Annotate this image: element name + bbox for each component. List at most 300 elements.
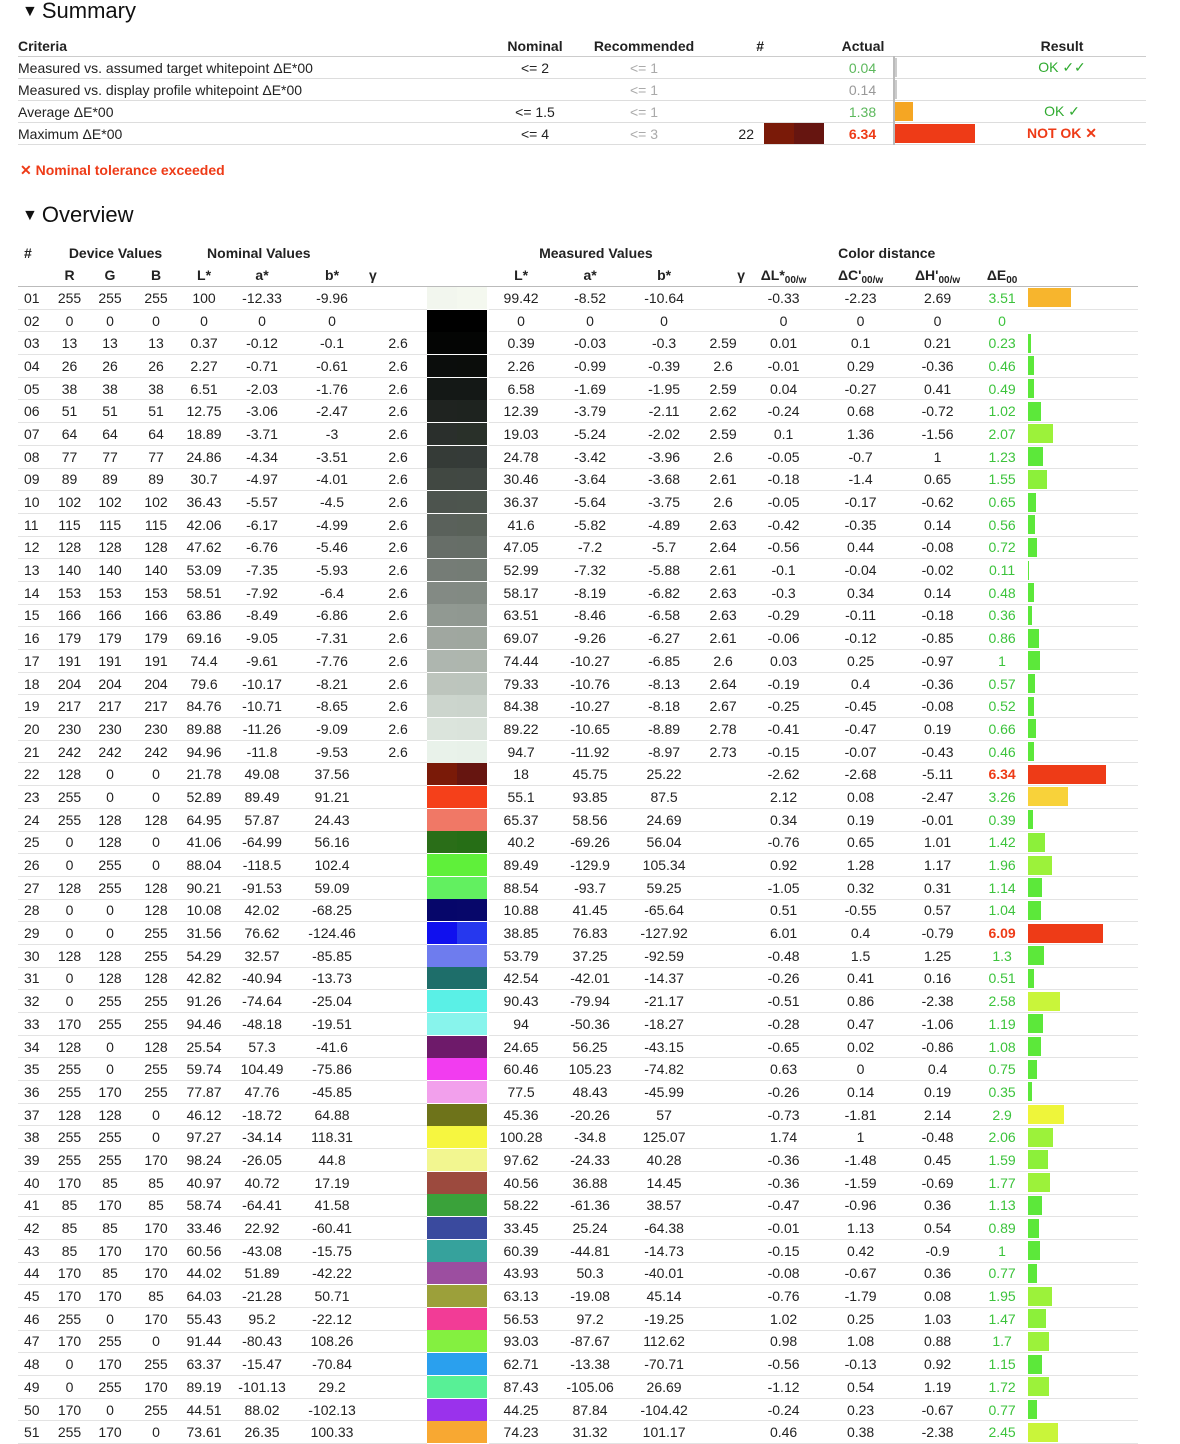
nominal-a: 95.2 bbox=[229, 1307, 295, 1330]
measured-a: 97.2 bbox=[553, 1307, 627, 1330]
delta-h: 1.03 bbox=[899, 1307, 976, 1330]
nominal-l: 94.46 bbox=[179, 1013, 229, 1036]
device-g: 242 bbox=[87, 740, 133, 763]
patch-id: 01 bbox=[18, 287, 52, 310]
overview-row bbox=[18, 831, 1146, 854]
device-b: 0 bbox=[133, 1421, 179, 1444]
delta-l: 0.01 bbox=[745, 332, 822, 355]
device-b: 255 bbox=[133, 922, 179, 945]
delta-l: -0.47 bbox=[745, 1194, 822, 1217]
nominal-b: -85.85 bbox=[295, 944, 369, 967]
patch-id: 15 bbox=[18, 604, 52, 627]
device-g: 128 bbox=[87, 1103, 133, 1126]
measured-b: 57 bbox=[627, 1103, 701, 1126]
device-g: 89 bbox=[87, 468, 133, 491]
delta-e: 0.72 bbox=[976, 536, 1028, 559]
overview-row bbox=[18, 899, 1146, 922]
delta-l: 0.03 bbox=[745, 650, 822, 673]
delta-h: 0.4 bbox=[899, 1058, 976, 1081]
delta-c: 0.02 bbox=[822, 1035, 899, 1058]
nominal-value: <= 1.5 bbox=[490, 101, 580, 123]
nominal-a: 57.87 bbox=[229, 808, 295, 831]
delta-e-bar bbox=[1028, 377, 1138, 400]
delta-c: 0.47 bbox=[822, 1013, 899, 1036]
criteria-label: Average ΔE*00 bbox=[18, 101, 490, 123]
delta-l: -0.33 bbox=[745, 287, 822, 310]
nominal-gamma bbox=[369, 1035, 427, 1058]
nominal-b: 56.16 bbox=[295, 831, 369, 854]
device-b: 179 bbox=[133, 627, 179, 650]
overview-row bbox=[18, 1013, 1146, 1036]
patch-id: 47 bbox=[18, 1330, 52, 1353]
nominal-l: 53.09 bbox=[179, 559, 229, 582]
delta-c: 0.25 bbox=[822, 650, 899, 673]
delta-l: -0.36 bbox=[745, 1171, 822, 1194]
measured-l: 0 bbox=[489, 309, 553, 332]
nominal-b: -6.86 bbox=[295, 604, 369, 627]
color-swatch bbox=[427, 695, 489, 718]
delta-e-bar bbox=[1028, 1307, 1138, 1330]
color-swatch bbox=[427, 445, 489, 468]
delta-e-bar bbox=[1028, 1239, 1138, 1262]
patch-id: 30 bbox=[18, 944, 52, 967]
nominal-b: -15.75 bbox=[295, 1239, 369, 1262]
device-r: 170 bbox=[52, 1013, 87, 1036]
measured-b: 105.34 bbox=[627, 854, 701, 877]
device-g: 170 bbox=[87, 1194, 133, 1217]
delta-h: 0.36 bbox=[899, 1194, 976, 1217]
device-b: 85 bbox=[133, 1285, 179, 1308]
nominal-b: 0 bbox=[295, 309, 369, 332]
measured-a: -61.36 bbox=[553, 1194, 627, 1217]
delta-c: -0.11 bbox=[822, 604, 899, 627]
nominal-b: 24.43 bbox=[295, 808, 369, 831]
color-swatch bbox=[427, 513, 489, 536]
measured-a: -7.2 bbox=[553, 536, 627, 559]
color-swatch bbox=[427, 627, 489, 650]
device-g: 170 bbox=[87, 1421, 133, 1444]
measured-a: -3.42 bbox=[553, 445, 627, 468]
delta-h: -0.62 bbox=[899, 491, 976, 514]
measured-l: 52.99 bbox=[489, 559, 553, 582]
overview-row bbox=[18, 377, 1146, 400]
delta-e-bar bbox=[1028, 1103, 1138, 1126]
delta-h: -1.06 bbox=[899, 1013, 976, 1036]
delta-h: 1.19 bbox=[899, 1376, 976, 1399]
measured-l: 47.05 bbox=[489, 536, 553, 559]
patch-number bbox=[708, 79, 764, 101]
patch-number bbox=[708, 57, 764, 79]
measured-l: 36.37 bbox=[489, 491, 553, 514]
measured-a: -8.46 bbox=[553, 604, 627, 627]
nominal-gamma: 2.6 bbox=[369, 491, 427, 514]
measured-a: 0 bbox=[553, 309, 627, 332]
device-b: 0 bbox=[133, 763, 179, 786]
device-g: 0 bbox=[87, 1307, 133, 1330]
nominal-b: 64.88 bbox=[295, 1103, 369, 1126]
nominal-gamma: 2.6 bbox=[369, 377, 427, 400]
device-r: 255 bbox=[52, 808, 87, 831]
delta-h: -0.18 bbox=[899, 604, 976, 627]
measured-gamma bbox=[701, 990, 745, 1013]
overview-row bbox=[18, 604, 1146, 627]
nominal-b: -9.09 bbox=[295, 718, 369, 741]
device-b: 89 bbox=[133, 468, 179, 491]
delta-l: -0.18 bbox=[745, 468, 822, 491]
delta-l: -0.28 bbox=[745, 1013, 822, 1036]
color-swatch bbox=[427, 650, 489, 673]
nominal-b: -60.41 bbox=[295, 1217, 369, 1240]
overview-row bbox=[18, 627, 1146, 650]
overview-row bbox=[18, 922, 1146, 945]
recommended-value: <= 1 bbox=[580, 57, 708, 79]
device-b: 0 bbox=[133, 786, 179, 809]
device-r: 255 bbox=[52, 1126, 87, 1149]
delta-e: 1.72 bbox=[976, 1376, 1028, 1399]
measured-l: 89.22 bbox=[489, 718, 553, 741]
nominal-l: 100 bbox=[179, 287, 229, 310]
delta-e-bar bbox=[1028, 1058, 1138, 1081]
patch-number: 22 bbox=[708, 123, 764, 145]
nominal-a: -80.43 bbox=[229, 1330, 295, 1353]
delta-l: -0.19 bbox=[745, 672, 822, 695]
measured-gamma bbox=[701, 944, 745, 967]
nominal-l: 64.95 bbox=[179, 808, 229, 831]
delta-e-bar bbox=[1028, 1376, 1138, 1399]
delta-e-bar bbox=[1028, 491, 1138, 514]
nominal-l: 44.02 bbox=[179, 1262, 229, 1285]
delta-e-bar bbox=[1028, 944, 1138, 967]
measured-a: 105.23 bbox=[553, 1058, 627, 1081]
device-g: 38 bbox=[87, 377, 133, 400]
measured-gamma: 2.63 bbox=[701, 604, 745, 627]
device-b: 166 bbox=[133, 604, 179, 627]
measured-gamma: 2.61 bbox=[701, 627, 745, 650]
delta-h: -0.79 bbox=[899, 922, 976, 945]
overview-row bbox=[18, 355, 1146, 378]
patch-id: 46 bbox=[18, 1307, 52, 1330]
color-swatch bbox=[427, 287, 489, 310]
nominal-gamma bbox=[369, 831, 427, 854]
nominal-gamma bbox=[369, 899, 427, 922]
measured-gamma bbox=[701, 1398, 745, 1421]
measured-a: -8.19 bbox=[553, 581, 627, 604]
overview-row bbox=[18, 445, 1146, 468]
delta-c: 0.19 bbox=[822, 808, 899, 831]
delta-e: 0.77 bbox=[976, 1398, 1028, 1421]
patch-id: 17 bbox=[18, 650, 52, 673]
collapse-triangle-icon[interactable]: ▼ bbox=[22, 207, 38, 224]
device-b: 140 bbox=[133, 559, 179, 582]
measured-a: 87.84 bbox=[553, 1398, 627, 1421]
nominal-a: 47.76 bbox=[229, 1081, 295, 1104]
measured-b: -45.99 bbox=[627, 1081, 701, 1104]
delta-l: -0.29 bbox=[745, 604, 822, 627]
device-r: 128 bbox=[52, 876, 87, 899]
nominal-gamma bbox=[369, 1217, 427, 1240]
delta-h: -0.72 bbox=[899, 400, 976, 423]
delta-e: 0.56 bbox=[976, 513, 1028, 536]
actual-bar bbox=[894, 101, 978, 123]
delta-h: 0.14 bbox=[899, 513, 976, 536]
measured-gamma bbox=[701, 1149, 745, 1172]
delta-e: 1 bbox=[976, 650, 1028, 673]
measured-b: 14.45 bbox=[627, 1171, 701, 1194]
measured-l: 33.45 bbox=[489, 1217, 553, 1240]
nominal-b: 108.26 bbox=[295, 1330, 369, 1353]
device-g: 77 bbox=[87, 445, 133, 468]
nominal-l: 55.43 bbox=[179, 1307, 229, 1330]
color-swatch bbox=[427, 355, 489, 378]
nominal-l: 91.26 bbox=[179, 990, 229, 1013]
nominal-gamma: 2.6 bbox=[369, 513, 427, 536]
overview-heading[interactable] bbox=[22, 202, 134, 228]
delta-h: -0.08 bbox=[899, 536, 976, 559]
delta-e-bar bbox=[1028, 718, 1138, 741]
delta-l: 0.63 bbox=[745, 1058, 822, 1081]
delta-c: -0.27 bbox=[822, 377, 899, 400]
delta-c: 1.36 bbox=[822, 423, 899, 446]
overview-row bbox=[18, 513, 1146, 536]
nominal-gamma: 2.6 bbox=[369, 468, 427, 491]
overview-row bbox=[18, 491, 1146, 514]
nominal-l: 73.61 bbox=[179, 1421, 229, 1444]
measured-b: -21.17 bbox=[627, 990, 701, 1013]
patch-id: 32 bbox=[18, 990, 52, 1013]
nominal-b: -3.51 bbox=[295, 445, 369, 468]
device-b: 85 bbox=[133, 1171, 179, 1194]
measured-a: -0.03 bbox=[553, 332, 627, 355]
nominal-gamma bbox=[369, 786, 427, 809]
device-g: 255 bbox=[87, 1149, 133, 1172]
measured-gamma: 2.78 bbox=[701, 718, 745, 741]
color-swatch bbox=[427, 468, 489, 491]
overview-row bbox=[18, 1035, 1146, 1058]
nominal-a: -9.05 bbox=[229, 627, 295, 650]
nominal-a: 0 bbox=[229, 309, 295, 332]
color-swatch bbox=[427, 1307, 489, 1330]
nominal-gamma bbox=[369, 1376, 427, 1399]
col-criteria: Criteria bbox=[18, 36, 490, 57]
nominal-a: 26.35 bbox=[229, 1421, 295, 1444]
measured-l: 87.43 bbox=[489, 1376, 553, 1399]
delta-h: 0.88 bbox=[899, 1330, 976, 1353]
collapse-triangle-icon[interactable]: ▼ bbox=[22, 3, 38, 20]
nominal-gamma: 2.6 bbox=[369, 650, 427, 673]
measured-l: 40.2 bbox=[489, 831, 553, 854]
nominal-l: 88.04 bbox=[179, 854, 229, 877]
patch-id: 13 bbox=[18, 559, 52, 582]
patch-id: 11 bbox=[18, 513, 52, 536]
overview-row bbox=[18, 468, 1146, 491]
device-r: 128 bbox=[52, 1035, 87, 1058]
device-b: 102 bbox=[133, 491, 179, 514]
device-g: 0 bbox=[87, 1398, 133, 1421]
patch-id: 10 bbox=[18, 491, 52, 514]
delta-h: 0.16 bbox=[899, 967, 976, 990]
delta-e: 2.9 bbox=[976, 1103, 1028, 1126]
measured-gamma bbox=[701, 922, 745, 945]
summary-heading[interactable] bbox=[22, 0, 136, 24]
delta-e-bar bbox=[1028, 445, 1138, 468]
delta-c: 0.4 bbox=[822, 672, 899, 695]
device-g: 64 bbox=[87, 423, 133, 446]
overview-row bbox=[18, 1307, 1146, 1330]
delta-l: -0.06 bbox=[745, 627, 822, 650]
delta-e: 3.26 bbox=[976, 786, 1028, 809]
color-swatch bbox=[427, 423, 489, 446]
device-b: 128 bbox=[133, 808, 179, 831]
color-swatch bbox=[427, 1376, 489, 1399]
measured-a: 48.43 bbox=[553, 1081, 627, 1104]
device-r: 191 bbox=[52, 650, 87, 673]
delta-e-bar bbox=[1028, 513, 1138, 536]
color-swatch bbox=[427, 718, 489, 741]
delta-e: 0.65 bbox=[976, 491, 1028, 514]
delta-c: -1.59 bbox=[822, 1171, 899, 1194]
delta-e: 0.77 bbox=[976, 1262, 1028, 1285]
nominal-gamma bbox=[369, 1307, 427, 1330]
overview-row bbox=[18, 1103, 1146, 1126]
measured-gamma bbox=[701, 876, 745, 899]
delta-e: 1.47 bbox=[976, 1307, 1028, 1330]
delta-c: 1.13 bbox=[822, 1217, 899, 1240]
nominal-b: -8.21 bbox=[295, 672, 369, 695]
nominal-l: 98.24 bbox=[179, 1149, 229, 1172]
device-b: 77 bbox=[133, 445, 179, 468]
delta-l: -0.01 bbox=[745, 1217, 822, 1240]
overview-row bbox=[18, 672, 1146, 695]
device-b: 128 bbox=[133, 876, 179, 899]
nominal-a: -0.71 bbox=[229, 355, 295, 378]
result-status: NOT OK ✕ bbox=[978, 123, 1146, 145]
overview-row bbox=[18, 1398, 1146, 1421]
nominal-gamma bbox=[369, 854, 427, 877]
nominal-a: -43.08 bbox=[229, 1239, 295, 1262]
device-b: 0 bbox=[133, 1330, 179, 1353]
delta-e: 3.51 bbox=[976, 287, 1028, 310]
color-swatch bbox=[427, 581, 489, 604]
nominal-gamma: 2.6 bbox=[369, 672, 427, 695]
measured-gamma bbox=[701, 854, 745, 877]
measured-b: -0.3 bbox=[627, 332, 701, 355]
measured-l: 58.17 bbox=[489, 581, 553, 604]
nominal-a: -64.99 bbox=[229, 831, 295, 854]
delta-c: 0.86 bbox=[822, 990, 899, 1013]
delta-l: -0.65 bbox=[745, 1035, 822, 1058]
measured-a: -5.64 bbox=[553, 491, 627, 514]
color-swatch bbox=[427, 831, 489, 854]
measured-a: 37.25 bbox=[553, 944, 627, 967]
device-r: 38 bbox=[52, 377, 87, 400]
delta-h: 0.19 bbox=[899, 1081, 976, 1104]
nominal-gamma bbox=[369, 1171, 427, 1194]
device-g: 128 bbox=[87, 944, 133, 967]
delta-c: -1.79 bbox=[822, 1285, 899, 1308]
measured-a: -19.08 bbox=[553, 1285, 627, 1308]
device-r: 0 bbox=[52, 1376, 87, 1399]
measured-a: 45.75 bbox=[553, 763, 627, 786]
delta-h: -2.38 bbox=[899, 990, 976, 1013]
measured-b: -40.01 bbox=[627, 1262, 701, 1285]
device-r: 85 bbox=[52, 1194, 87, 1217]
measured-gamma bbox=[701, 763, 745, 786]
nominal-a: -64.41 bbox=[229, 1194, 295, 1217]
nominal-b: 102.4 bbox=[295, 854, 369, 877]
delta-c: -1.81 bbox=[822, 1103, 899, 1126]
nominal-l: 36.43 bbox=[179, 491, 229, 514]
measured-gamma: 2.61 bbox=[701, 468, 745, 491]
col-g: G bbox=[87, 264, 133, 287]
measured-gamma bbox=[701, 309, 745, 332]
delta-c: -2.68 bbox=[822, 763, 899, 786]
color-swatch bbox=[427, 1035, 489, 1058]
nominal-l: 42.06 bbox=[179, 513, 229, 536]
overview-table bbox=[18, 242, 1146, 1444]
delta-e-bar bbox=[1028, 1353, 1138, 1376]
nominal-a: -11.8 bbox=[229, 740, 295, 763]
measured-gamma bbox=[701, 1058, 745, 1081]
color-swatch bbox=[427, 1013, 489, 1036]
device-g: 0 bbox=[87, 1035, 133, 1058]
measured-b: -18.27 bbox=[627, 1013, 701, 1036]
color-swatch bbox=[427, 1058, 489, 1081]
measured-l: 84.38 bbox=[489, 695, 553, 718]
nominal-a: -12.33 bbox=[229, 287, 295, 310]
nominal-gamma: 2.6 bbox=[369, 332, 427, 355]
device-b: 85 bbox=[133, 1194, 179, 1217]
col-nominal-l: L* bbox=[179, 264, 229, 287]
delta-e: 1.13 bbox=[976, 1194, 1028, 1217]
overview-row bbox=[18, 944, 1146, 967]
delta-e: 1.55 bbox=[976, 468, 1028, 491]
delta-h: 0.36 bbox=[899, 1262, 976, 1285]
patch-id: 35 bbox=[18, 1058, 52, 1081]
measured-gamma bbox=[701, 1126, 745, 1149]
summary-header-row bbox=[18, 36, 1146, 57]
nominal-a: -48.18 bbox=[229, 1013, 295, 1036]
measured-gamma: 2.6 bbox=[701, 355, 745, 378]
overview-row bbox=[18, 1421, 1146, 1444]
nominal-gamma: 2.6 bbox=[369, 695, 427, 718]
delta-e: 0 bbox=[976, 309, 1028, 332]
delta-c: -0.07 bbox=[822, 740, 899, 763]
nominal-a: -101.13 bbox=[229, 1376, 295, 1399]
overview-row bbox=[18, 423, 1146, 446]
delta-e-bar bbox=[1028, 1217, 1138, 1240]
measured-l: 94 bbox=[489, 1013, 553, 1036]
nominal-l: 58.51 bbox=[179, 581, 229, 604]
device-b: 153 bbox=[133, 581, 179, 604]
device-r: 170 bbox=[52, 1262, 87, 1285]
device-g: 191 bbox=[87, 650, 133, 673]
nominal-l: 2.27 bbox=[179, 355, 229, 378]
measured-b: 101.17 bbox=[627, 1421, 701, 1444]
nominal-gamma bbox=[369, 763, 427, 786]
col-result: Result bbox=[978, 36, 1146, 57]
device-b: 0 bbox=[133, 309, 179, 332]
delta-e: 6.09 bbox=[976, 922, 1028, 945]
result-status: OK ✓✓ bbox=[978, 57, 1146, 79]
device-b: 128 bbox=[133, 899, 179, 922]
col-measured-l: L* bbox=[489, 264, 553, 287]
nominal-gamma bbox=[369, 1103, 427, 1126]
device-r: 85 bbox=[52, 1217, 87, 1240]
patch-id: 18 bbox=[18, 672, 52, 695]
measured-a: -10.65 bbox=[553, 718, 627, 741]
measured-gamma bbox=[701, 967, 745, 990]
device-b: 38 bbox=[133, 377, 179, 400]
